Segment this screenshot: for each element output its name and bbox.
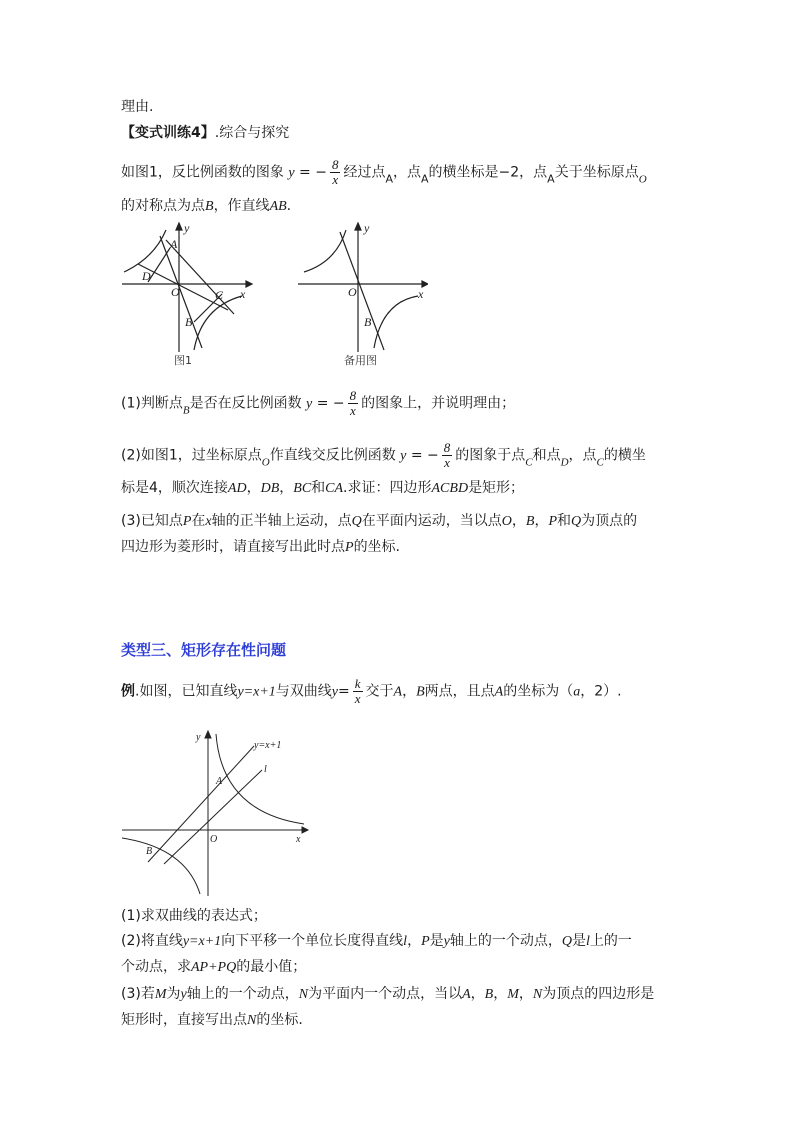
text: 的坐标. [353, 539, 401, 555]
math-var: CA [325, 481, 344, 496]
text: = [338, 683, 350, 700]
fig2-x-arrow [302, 827, 308, 833]
example-q3-line-1 [121, 984, 654, 1005]
fig1-line-cd [138, 264, 228, 310]
math-var: P [182, 514, 192, 529]
text: 的横坐 [603, 447, 646, 464]
text: − [427, 447, 439, 464]
math-var: Q [561, 934, 572, 949]
question-2-line-1 [121, 441, 646, 473]
fraction-num: 8 [349, 388, 357, 403]
fig1-line-extra [166, 240, 234, 314]
text: .如图，已知直线 [135, 683, 238, 700]
math-var: N [298, 987, 309, 1002]
math-var: O [638, 173, 647, 186]
text: 经过点 [343, 164, 386, 181]
text: 和点 [532, 447, 561, 464]
text: 为平面内一个动点，当以 [308, 986, 463, 1002]
math-var: M [507, 987, 519, 1002]
math-var: l [585, 934, 590, 949]
math-var: B [416, 684, 425, 700]
fig2-label-y: y [196, 732, 201, 743]
text: 与双曲线 [275, 683, 332, 700]
text: ， [534, 513, 549, 529]
text: = [316, 395, 329, 412]
text: (2)将直线 [121, 933, 183, 949]
fig1-label-O: O [171, 285, 180, 299]
math-var: B [525, 514, 535, 529]
text: 是 [571, 933, 586, 949]
text: 上的一 [589, 933, 632, 949]
question-3-line-1 [121, 511, 637, 532]
math-var: ACBD [431, 481, 469, 496]
text: (3)若 [121, 986, 155, 1002]
example-statement [121, 677, 622, 706]
math-var: M [154, 987, 167, 1002]
fig1-y-arrow [176, 223, 182, 230]
math-var: y [331, 684, 338, 700]
text: (1)判断点 [121, 395, 183, 412]
fig1-label-x: x [240, 287, 246, 301]
fig1b-label-x: x [418, 287, 424, 301]
math-var: l [403, 934, 408, 949]
fig1-label-D: D [142, 269, 151, 283]
fraction-num: k [354, 676, 361, 691]
math-var: A [494, 684, 504, 700]
text: ，作直线 [213, 198, 270, 214]
text: 轴上的一个动点， [186, 986, 299, 1002]
text: 交于 [365, 683, 394, 700]
fraction [442, 441, 453, 470]
text: 为顶点的四边形是 [542, 986, 655, 1002]
fraction-den: x [354, 691, 361, 706]
section-title: 类型三、矩形存在性问题 [121, 641, 287, 659]
math-var: B [484, 987, 494, 1002]
fig2-label-x: x [296, 834, 301, 845]
text: = [410, 447, 423, 464]
math-var: D [560, 456, 569, 469]
fig1b-hyperbola-left [304, 230, 346, 272]
fraction-num: 8 [443, 440, 451, 455]
figure-1 [118, 222, 428, 372]
math-var: A [547, 172, 555, 186]
text: 的坐标. [256, 1012, 303, 1028]
text: 轴的正半轴上运动，点 [211, 513, 352, 529]
text: ， [279, 480, 294, 496]
math-var: y [288, 165, 295, 181]
math-var: P [421, 934, 430, 949]
text: 在 [191, 513, 206, 529]
training-title: .综合与探究 [214, 125, 290, 141]
math-var: A [421, 172, 429, 186]
math-var: B [182, 404, 190, 417]
figure-2 [120, 728, 320, 898]
text: 的图象上，并说明理由； [361, 395, 516, 412]
fig1-label-C: C [215, 288, 224, 302]
math-var: Q [571, 514, 582, 529]
text: 在平面内运动，当以点 [361, 513, 502, 529]
text: ， [493, 986, 508, 1002]
text: − [332, 395, 345, 412]
fig2-label-A: A [216, 776, 223, 787]
fraction-den: x [349, 403, 356, 418]
text: 为顶点的 [581, 513, 638, 529]
math-expr: y=x+1 [182, 934, 222, 949]
text: 的坐标为（ [503, 683, 574, 700]
fig2-label-B: B [146, 846, 153, 857]
text: ， [407, 933, 422, 949]
math-var: y [443, 934, 450, 949]
math-var: O [261, 456, 270, 469]
example-label: 例 [121, 683, 135, 700]
text: 如图1，反比例函数的图象 [121, 164, 284, 181]
math-var: N [532, 987, 543, 1002]
example-q2-line-1 [121, 931, 632, 952]
text: 两点，且点 [424, 683, 495, 700]
math-var: C [525, 456, 533, 469]
text: ， [470, 986, 485, 1002]
text: − [315, 164, 327, 181]
text: 四边形为菱形时，请直接写出此时点 [121, 539, 345, 555]
fig1b-caption: 备用图 [344, 354, 377, 367]
text: 的最小值； [236, 959, 307, 975]
fraction-num: 8 [331, 157, 339, 172]
fig2-line-l [164, 770, 262, 864]
math-var: AD [227, 481, 247, 496]
math-var: y [400, 448, 407, 464]
fraction-den: x [332, 172, 339, 187]
math-var: B [205, 199, 214, 214]
fig1b-label-O: O [348, 285, 357, 299]
fig1-hyperbola-right [194, 296, 242, 350]
text: ， [402, 683, 417, 700]
text: 轴上的一个动点， [449, 933, 562, 949]
fig1-label-y: y [184, 222, 190, 235]
training-label: 【变式训练4】 [121, 125, 215, 141]
math-var: A [385, 172, 393, 186]
fig2-label-O: O [210, 834, 218, 845]
math-var: O [501, 514, 512, 529]
text: 的对称点为点 [121, 198, 205, 214]
text: ， [518, 986, 533, 1002]
text: 向下平移一个单位长度得直线 [221, 933, 404, 949]
fig1-label-A: A [170, 237, 178, 251]
fraction-den: x [444, 455, 450, 470]
fig1b-line-ab [340, 232, 384, 350]
math-var: P [345, 540, 354, 555]
text: 作直线交反比例函数 [269, 447, 396, 464]
math-var: Q [351, 514, 362, 529]
math-var: x [205, 514, 212, 529]
fraction [348, 389, 359, 418]
text: ，2）. [580, 683, 622, 700]
math-var: BC [293, 481, 312, 496]
math-var: N [247, 1013, 257, 1028]
fig2-line-y-x-plus-1 [148, 746, 254, 862]
math-var: a [573, 684, 581, 700]
fraction [353, 677, 363, 706]
math-var: AB [269, 199, 287, 214]
question-1 [121, 389, 515, 421]
question-2-line-2 [121, 478, 524, 499]
fig2-label-line: y=x+1 [254, 740, 282, 751]
math-expr: AP+PQ [191, 960, 237, 975]
math-var: y [180, 987, 187, 1002]
text: 是 [429, 933, 444, 949]
example-q1: (1)求双曲线的表达式； [121, 908, 267, 924]
line-p0: 理由. [121, 99, 154, 115]
fig1b-label-y: y [364, 222, 370, 235]
text: 标是4，顺次连接 [121, 480, 228, 496]
math-expr: y=x+1 [237, 684, 276, 700]
training-heading [121, 123, 289, 143]
text: 的横坐标是−2，点 [428, 164, 548, 181]
text: (3)已知点 [121, 513, 183, 529]
text: 矩形时，直接写出点 [121, 1012, 247, 1028]
math-var: P [548, 514, 557, 529]
text: ，点 [568, 447, 597, 464]
fig1b-y-arrow [355, 223, 361, 230]
math-var: y [306, 396, 313, 412]
fig1b-label-B: B [364, 315, 372, 329]
intro-line-2 [121, 196, 291, 217]
text: .求证：四边形 [343, 480, 432, 496]
fig1-caption: 图1 [174, 354, 192, 367]
fig2-label-l: l [264, 764, 267, 775]
math-var: A [393, 684, 403, 700]
text: . [286, 198, 292, 214]
text: ，点 [393, 164, 421, 181]
text: ， [246, 480, 261, 496]
math-var: A [462, 987, 471, 1002]
fig2-y-arrow [205, 731, 211, 738]
text: 和 [557, 513, 571, 529]
text: = [299, 164, 311, 181]
example-q2-line-2 [121, 957, 306, 978]
text: 的图象于点 [455, 447, 526, 464]
math-var: C [596, 456, 604, 469]
text: (2)如图1，过坐标原点 [121, 447, 262, 464]
text: 是矩形； [468, 480, 525, 496]
fig1-x-arrow [246, 281, 252, 287]
example-q3-line-2 [121, 1010, 303, 1031]
intro-line-1 [121, 158, 647, 190]
question-3-line-2 [121, 537, 400, 558]
text: 是否在反比例函数 [189, 395, 302, 412]
text: ， [511, 513, 526, 529]
text: 个动点，求 [121, 959, 191, 975]
fraction [330, 158, 341, 187]
text: 为 [166, 986, 181, 1002]
fig1-label-B: B [185, 315, 193, 329]
fig2-hyperbola-left [122, 838, 200, 894]
math-var: DB [260, 481, 280, 496]
text: 关于坐标原点 [554, 164, 639, 181]
text: 和 [311, 480, 326, 496]
